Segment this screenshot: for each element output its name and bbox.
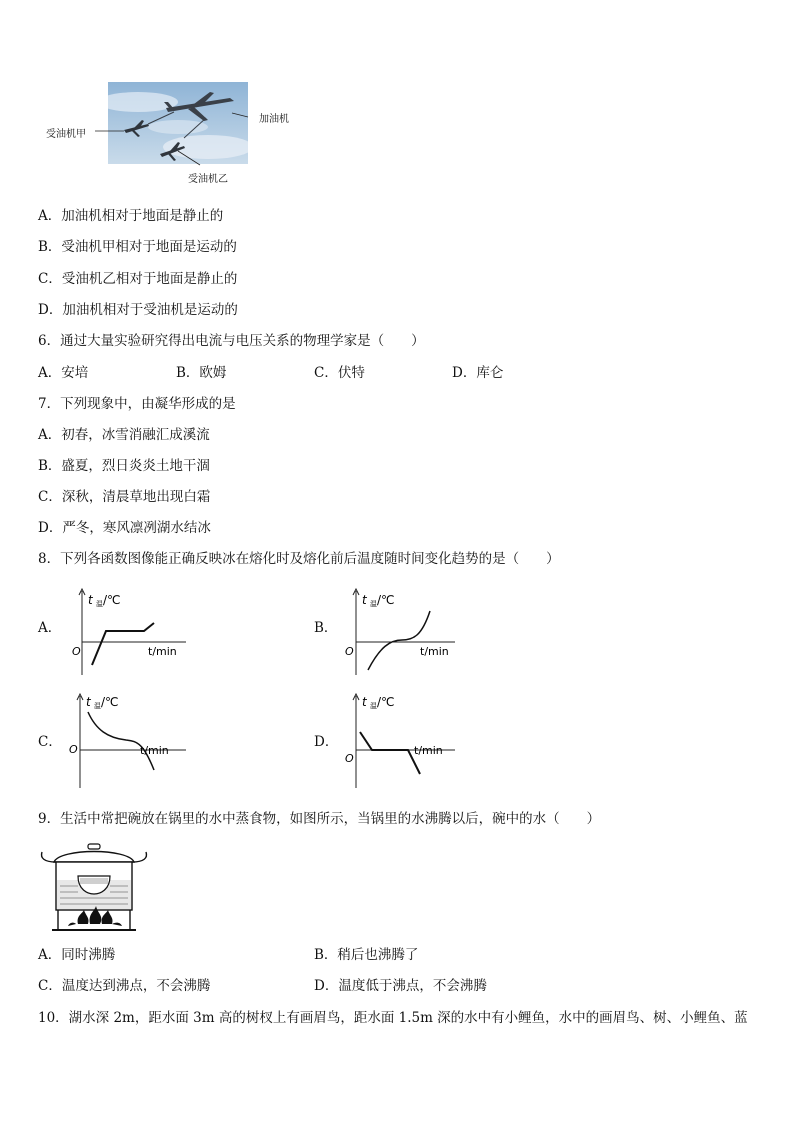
y-axis-sub: 温	[96, 600, 103, 608]
q10-stem: 10．湖水深 2m，距水面 3m 高的树杈上有画眉鸟，距水面 1.5m 深的水中有小鲤鱼，水中的画眉鸟、树、小鲤鱼、蓝	[38, 1010, 748, 1026]
svg-text:O: O	[345, 645, 354, 658]
q8-graph-c	[68, 690, 193, 790]
tanker-label: 加油机	[259, 114, 289, 125]
curve-c	[88, 712, 154, 770]
q7-option-b: B．盛夏，烈日炎炎土地干涸	[38, 458, 210, 474]
svg-text:O: O	[345, 752, 354, 765]
svg-text:/℃: /℃	[377, 695, 395, 709]
svg-text:t/min: t/min	[140, 744, 169, 757]
q5-option-c: C．受油机乙相对于地面是静止的	[38, 271, 238, 287]
q8-graph-c-label: C．	[38, 734, 62, 750]
y-axis-unit: /℃	[103, 593, 121, 607]
svg-text:温: 温	[370, 600, 377, 608]
curve-d	[360, 732, 420, 774]
svg-text:t: t	[86, 695, 91, 709]
svg-text:t/min: t/min	[414, 744, 443, 757]
svg-text:t: t	[362, 593, 367, 607]
svg-text:温: 温	[370, 702, 377, 710]
q8-graph-d-label: D．	[314, 734, 339, 750]
svg-text:温: 温	[94, 702, 101, 710]
q8-graph-b-label: B．	[314, 620, 338, 636]
receiver-b-label: 受油机乙	[188, 174, 228, 185]
q6-stem: 6．通过大量实验研究得出电流与电压关系的物理学家是（ ）	[38, 333, 425, 349]
q5-option-d: D．加油机相对于受油机是运动的	[38, 302, 238, 318]
q8-graph-d	[340, 690, 465, 790]
svg-text:O: O	[69, 743, 78, 756]
q8-graph-a-label: A．	[38, 620, 62, 636]
steamer-pot-figure	[38, 842, 150, 938]
figure-pointer-lines	[0, 0, 794, 200]
y-axis-letter: t	[88, 593, 93, 607]
curve-b	[368, 611, 430, 670]
q7-option-c: C．深秋，清晨草地出现白霜	[38, 489, 211, 505]
svg-text:/℃: /℃	[377, 593, 395, 607]
svg-text:t: t	[362, 695, 367, 709]
q8-stem: 8．下列各函数图像能正确反映冰在熔化时及熔化前后温度随时间变化趋势的是（ ）	[38, 551, 560, 567]
origin-label: O	[72, 645, 81, 658]
q8-graph-a	[68, 585, 193, 677]
q8-graph-b	[340, 585, 465, 677]
q7-stem: 7．下列现象中，由凝华形成的是	[38, 396, 236, 412]
q9-option-d: D．温度低于沸点，不会沸腾	[314, 978, 487, 994]
receiver-a-label: 受油机甲	[46, 129, 86, 140]
q6-option-d: D．库仑	[452, 365, 504, 381]
q9-option-c: C．温度达到沸点，不会沸腾	[38, 978, 211, 994]
q6-option-c: C．伏特	[314, 365, 365, 381]
x-axis-label: t/min	[148, 645, 177, 658]
q6-option-b: B．欧姆	[176, 365, 227, 381]
svg-text:t/min: t/min	[420, 645, 449, 658]
q9-option-b: B．稍后也沸腾了	[314, 947, 419, 963]
svg-text:/℃: /℃	[101, 695, 119, 709]
q9-option-a: A．同时沸腾	[38, 947, 116, 963]
q9-stem: 9．生活中常把碗放在锅里的水中蒸食物，如图所示，当锅里的水沸腾以后，碗中的水（ ）	[38, 811, 601, 827]
q7-option-d: D．严冬，寒风凛冽湖水结冰	[38, 520, 211, 536]
curve-a	[92, 623, 154, 665]
q7-option-a: A．初春，冰雪消融汇成溪流	[38, 427, 210, 443]
q5-option-b: B．受油机甲相对于地面是运动的	[38, 239, 237, 255]
q5-option-a: A．加油机相对于地面是静止的	[38, 208, 224, 224]
q6-option-a: A．安培	[38, 365, 89, 381]
